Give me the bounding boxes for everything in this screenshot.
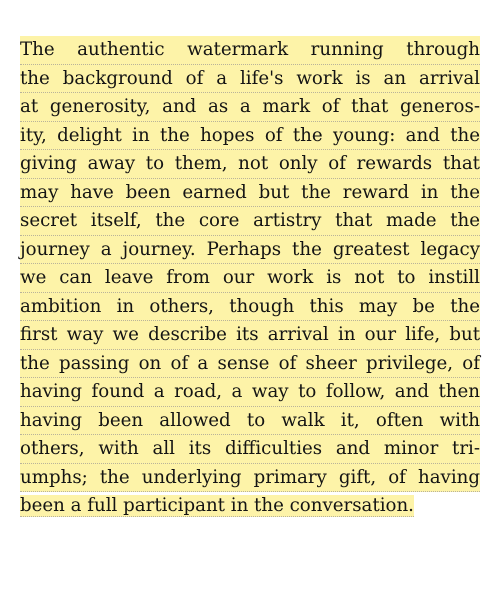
passage-line: may have been earned but the reward in the	[20, 179, 480, 208]
passage-line: others, with all its difficulties and minor tri-	[20, 435, 480, 464]
passage-line: ambition in others, though this may be the	[20, 293, 480, 322]
passage-line-last-text: been a full participant in the conversation.	[20, 495, 414, 516]
passage-line: having found a road, a way to follow, and then	[20, 378, 480, 407]
passage-line: journey a journey. Perhaps the greatest legacy	[20, 236, 480, 265]
passage-line: umphs; the underlying primary gift, of having	[20, 464, 480, 493]
passage-line-last	[20, 492, 480, 521]
passage-line: The authentic watermark running through	[20, 36, 480, 65]
passage-line: giving away to them, not only of rewards that	[20, 150, 480, 179]
highlighted-passage	[20, 36, 480, 521]
passage-line: the passing on of a sense of sheer privilege, of	[20, 350, 480, 379]
passage-line: we can leave from our work is not to instill	[20, 264, 480, 293]
passage-line: the background of a life's work is an arrival	[20, 65, 480, 94]
passage-line: secret itself, the core artistry that made the	[20, 207, 480, 236]
passage-line: at generosity, and as a mark of that generos-	[20, 93, 480, 122]
passage-line: ity, delight in the hopes of the young: and the	[20, 122, 480, 151]
passage-line: having been allowed to walk it, often with	[20, 407, 480, 436]
passage-line: first way we describe its arrival in our life, but	[20, 321, 480, 350]
